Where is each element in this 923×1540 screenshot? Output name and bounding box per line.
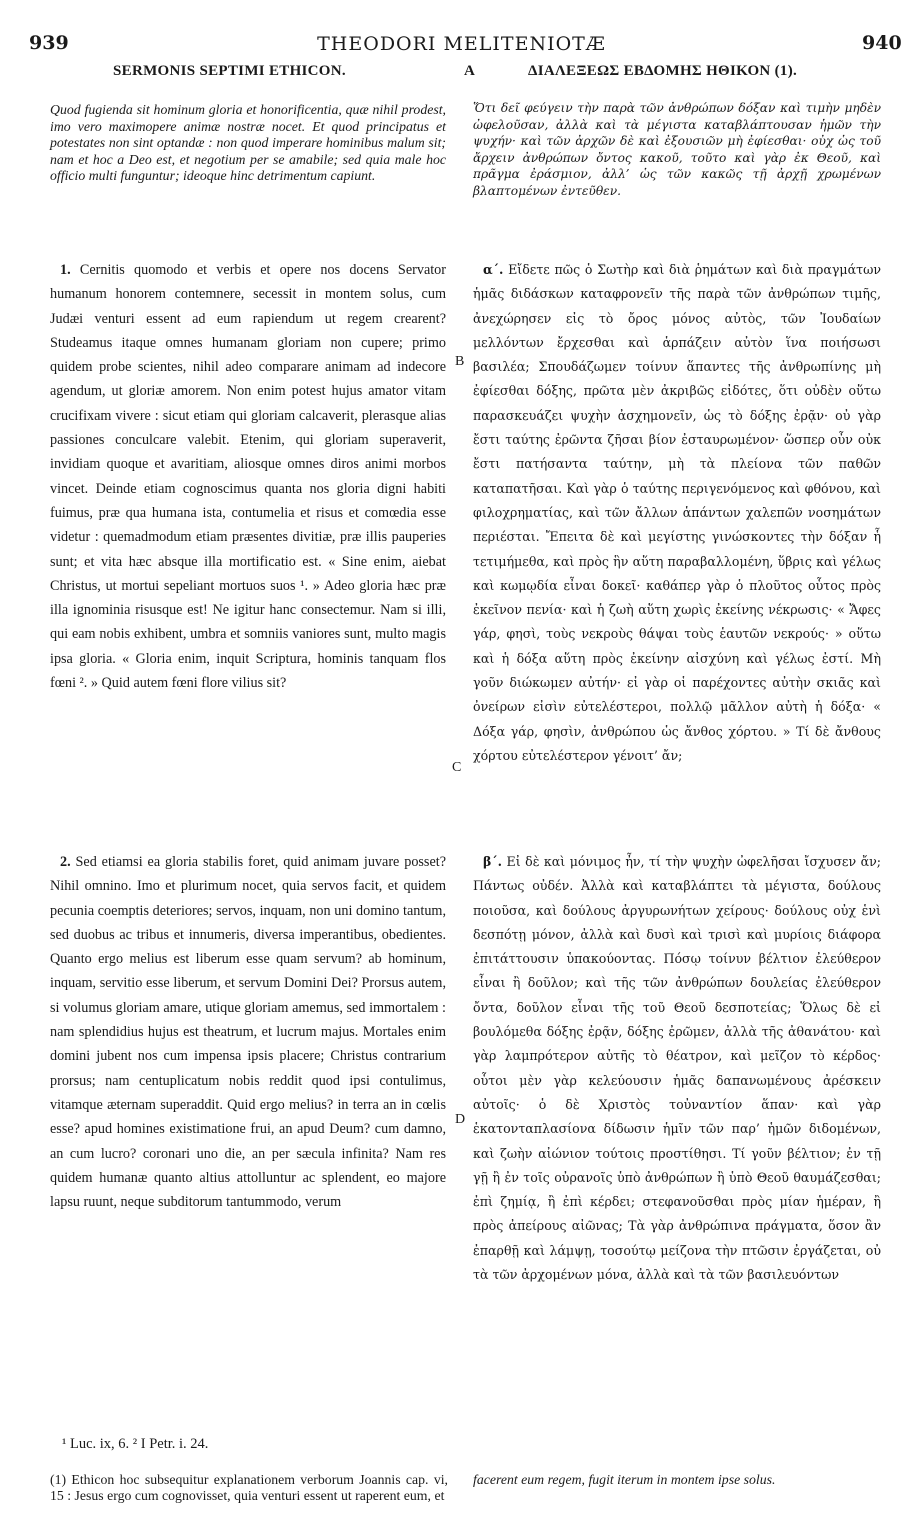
running-title: THEODORI MELITENIOTÆ [317, 33, 606, 55]
latin-paragraph-1 [50, 258, 446, 695]
column-letter-a: A [464, 63, 475, 79]
latin-section-1-number: 1. [60, 262, 71, 278]
greek-paragraph-1-text: Εἴδετε πῶς ὁ Σωτὴρ καὶ διὰ ῥημάτων καὶ διὰ πραγμάτων ἡμᾶς διδάσκων καταφρονεῖν τῆς παρὰ τῶν ἀνθρώπων τιμῆς, ἀνεχώρησεν εἰς τὸ ὄρος μόνος αὐτὸς, τῶν Ἰουδαίων μελλόντων ἔρχεσθαι καὶ ἁρπάζειν αὐτὸν ἵνα ποιήσωσι βασιλέα; Σπουδάζωμεν τοίνυν ἅπαντες τῆς ἀνθρωπίνης μὴ ἐφίεσθαι δόξης, πρῶτα μὲν ἀκριβῶς εἰδότες, ὅτι οὐδὲν οὕτω παρασκευάζει ψυχὴν ἀσχημονεῖν, ὡς τὸ δόξης ἐρᾷν· οὐ γὰρ ἔστι ταύτης ἐρῶντα ζῆσαι βίον ἐσταυρωμένον· ὥσπερ οὖν οὐκ ἔστι πατήσαντα ταύτην, μὴ τὰ πλείονα τῶν παθῶν καταπατῆσαι. Καὶ γὰρ ὁ ταύτης περιγενόμενος καὶ φθόνου, καὶ φιλοχρηματίας, καὶ τῶν ἄλλων ἁπάντων χαλεπῶν νοσημάτων περιέσται. Ἔπειτα δὲ καὶ μεγίστης γινώσκοντες τὴν δόξαν ἧ τετιμήμεθα, καὶ πρὸς ἣν αὕτη παραβαλλομένη, ὕβρις καὶ γέλως καὶ κωμῳδία εἶναι δοκεῖ· καθάπερ γὰρ ὁ πλοῦτος οὗτος πρὸς ἐκεῖνον πενία· καὶ ἡ ζωὴ αὕτη χωρὶς ἐκείνης νέκρωσις· « Ἄφες γάρ, φησὶ, τοὺς νεκροὺς θάψαι τοὺς ἑαυτῶν νεκρούς· » οὕτω καὶ ἡ δόξα αὕτη πρὸς ἐκείνην αἰσχύνη καὶ γέλως ἐστί. Μὴ γοῦν διώκωμεν αὐτήν· εἰ γὰρ οἱ παρέχοντες αὐτὴν σκιᾶς καὶ ὀνείρων εἰσὶν εὐτελέστεροι, πολλῷ μᾶλλον αὐτὴ ἡ δόξα· « Δόξα γάρ, φησὶν, ἀνθρώπου ὡς ἄνθος χόρτου. » Τί δὲ ἄνθους χόρτου εὐτελέστερον γένοιτ’ ἄν; [473, 262, 881, 763]
footnote-note-left: (1) Ethicon hoc subsequitur explanationem verborum Joannis cap. vi, 15 : Jesus ergo cum cognovisset, quia venturi essent ut raperent eum, et [50, 1472, 448, 1504]
greek-summary: Ὅτι δεῖ φεύγειν τὴν παρὰ τῶν ἀνθρώπων δόξαν καὶ τιμὴν μηδὲν ὠφελοῦσαν, ἀλλὰ καὶ τὰ μέγιστα καταβλάπτουσαν ἡμῶν τὴν ψυχήν· καὶ τῶν ἀρχῶν δὲ καὶ ἐξουσιῶν μὴ ἐφίεσθαι· οὐχ ὡς τοῦ ἄρχειν ἀνθρώπων ὄντος κακοῦ, τοῦτο καὶ γὰρ ἐκ Θεοῦ, καὶ πρᾶγμα ἐράσμιον, ἀλλ’ ὡς τῶν κακῶς τῇ ἀρχῇ χρωμένων βλαπτομένων ἐντεῦθεν. [473, 101, 881, 198]
latin-paragraph-2 [50, 850, 446, 1214]
margin-letter-b: B [455, 354, 465, 369]
latin-paragraph-1-text: Cernitis quomodo et verbis et opere nos docens Servator humanum honorem contemnere, secessit in montem solus, cum Judæi venturi essent ad eum rapiendum ut regem crearent? Studeamus itaque omnes humanam gloriam non cupere; primo quidem probe scientes, nihil adeo comparare animam ad indecore agendum, ut gloriæ amorem. Non enim potest hujus amator vitam crucifixam vivere : sicut etiam qui gloriam calcaverit, plerasque alias passiones conculcare valebit. Etenim, qui gloriam superaverit, invidiam quoque et avaritiam, aliosque omnes diros animi morbos vincet. Deinde etiam cognoscimus quanta nos gloria digni habiti fuimus, præ qua humana ista, contumelia et risus et comœdia esse videtur : quemadmodum etiam præsentes divitiæ, præ illis pauperies sunt; et vita hæc absque illa mortificatio est. « Sine enim, aiebat Christus, ut mortui sepeliant mortuos suos ¹. » Adeo gloria hæc præ illa ignominia risusque est! Ne igitur hanc consectemur. Nam si illi, qui eam nobis exhibent, umbra et somniis vaniores sunt, multo magis ipsa gloria. « Gloria enim, inquit Scriptura, hominis tanquam flos fœni ². » Quid autem fœni flore vilius sit? [50, 262, 446, 692]
greek-paragraph-2-text: Εἰ δὲ καὶ μόνιμος ἦν, τί τὴν ψυχὴν ὠφελῆσαι ἴσχυσεν ἄν; Πάντως οὐδέν. Ἀλλὰ καὶ καταβλάπτει τὰ μέγιστα, δούλους ποιοῦσα, καὶ δούλους ἀργυρωνήτων χείρους· δούλους οὐχ ἑνὶ δεσπότῃ μόνον, ἀλλὰ καὶ δυσὶ καὶ τρισὶ καὶ μυρίοις διάφορα ἐπιτάττουσιν ὑπακούοντας. Πόσῳ τοίνυν βέλτιον ἐλεύθερον εἶναι ἢ δοῦλον; καὶ τῆς τῶν ἀνθρώπων δουλείας ἐλεύθερον ὄντα, δοῦλον εἶναι τῆς τοῦ Θεοῦ δεσποτείας; Ὅλως δὲ εἰ βουλόμεθα δόξης ἐρᾷν, δόξης ἐρῶμεν, ἀλλὰ τῆς ἀθανάτου· καὶ γὰρ λαμπρότερον αὐτῆς τὸ θέατρον, καὶ μεῖζον τὸ κέρδος· οὗτοι μὲν γὰρ κελεύουσιν ἡμᾶς δαπανωμένους ἀρέσκειν αὐτοῖς· ὁ δὲ Χριστὸς τοὐναντίον ἅπαν· καὶ γὰρ ἑκατονταπλασίονα δίδωσιν ἡμῖν τῶν παρ’ ἡμῶν διδομένων, καὶ ζωὴν αἰώνιον τούτοις προστίθησι. Τί γοῦν βέλτιον; ἐν τῇ γῇ ἢ ἐν τοῖς οὐρανοῖς ὑπὸ ἀνθρώπων ἢ ὑπὸ Θεοῦ θαυμάζεσθαι; ἐπὶ ζημίᾳ, ἢ ἐπὶ κέρδει; στεφανοῦσθαι πρὸς μίαν ἡμέραν, ἢ πρὸς ἀπείρους αἰῶνας; Τὰ γὰρ ἀνθρώπινα πράγματα, ὅσον ἂν ἐπαρθῇ καὶ λάμψῃ, τοσούτῳ μείζονα τὴν πτῶσιν ἐργάζεται, οὐ τὰ τῶν ἀρχομένων μόνα, ἀλλὰ καὶ τὰ τῶν βασιλευόντων [473, 854, 881, 1283]
greek-section-2-number: β΄. [483, 854, 503, 869]
margin-letter-c: C [452, 760, 462, 775]
latin-paragraph-2-text: Sed etiamsi ea gloria stabilis foret, quid animam juvare posset? Nihil omnino. Imo et plurimum nocet, quia servos facit, et quidem pecunia coemptis deteriores; servos, inquam, non uni domino tantum, sed duobus ac tribus et innumeris, diversa imperantibus, obedientes. Quanto ergo melius est liberum esse quam servum? ab hominum, inquam, servitio esse liberum, et servum Domini Dei? Prorsus autem, si volumus gloriam amare, utique gloriam amemus, sed immortalem : nam splendidius hujus est theatrum, et lucrum majus. Mortales enim domini jubent nos cum impensa ipsis placere; Christus contrarium prorsus; nam centuplicatum nobis reddit quod ipsi contulimus, vitamque æternam superaddit. Quid ergo melius? in terra an in cœlis esse? apud homines existimatione frui, an apud Deum? cum damno, an cum lucro? coronari uno die, an per sæcula infinita? Nam res quidem humanæ quanto altius attolluntur ac splendent, eo majore lapsu ruunt, neque subditorum tantummodo, verum [50, 854, 446, 1211]
greek-paragraph-1 [473, 258, 881, 768]
latin-section-2-number: 2. [60, 854, 71, 870]
greek-heading: ΔΙΑΛΕΞΕΩΣ ΕΒΔΟΜΗΣ ΗΘΙΚΟΝ (1). [528, 63, 798, 79]
latin-heading: SERMONIS SEPTIMI ETHICON. [113, 63, 346, 79]
page-number-right: 940 [862, 32, 902, 54]
footnote-note-right: facerent eum regem, fugit iterum in montem ipse solus. [473, 1472, 776, 1487]
latin-column [50, 102, 446, 185]
margin-letter-d: D [455, 1112, 466, 1127]
greek-section-1-number: α΄. [483, 262, 504, 277]
greek-paragraph-2 [473, 850, 881, 1287]
page-number-left: 939 [29, 32, 69, 54]
greek-column [473, 100, 881, 200]
footnote-references: ¹ Luc. ix, 6. ² I Petr. i. 24. [62, 1436, 209, 1452]
latin-summary: Quod fugienda sit hominum gloria et honorificentia, quæ nihil prodest, imo vero maximopere animæ nostræ nocet. Et quod principatus et potestates non sint optandæ : non quod imperare hominibus malum sit; nam et hoc a Deo est, et negotium per se amabile; sed quia male hoc officio multi funguntur; ideoque hinc detrimentum capiunt. [50, 102, 446, 184]
